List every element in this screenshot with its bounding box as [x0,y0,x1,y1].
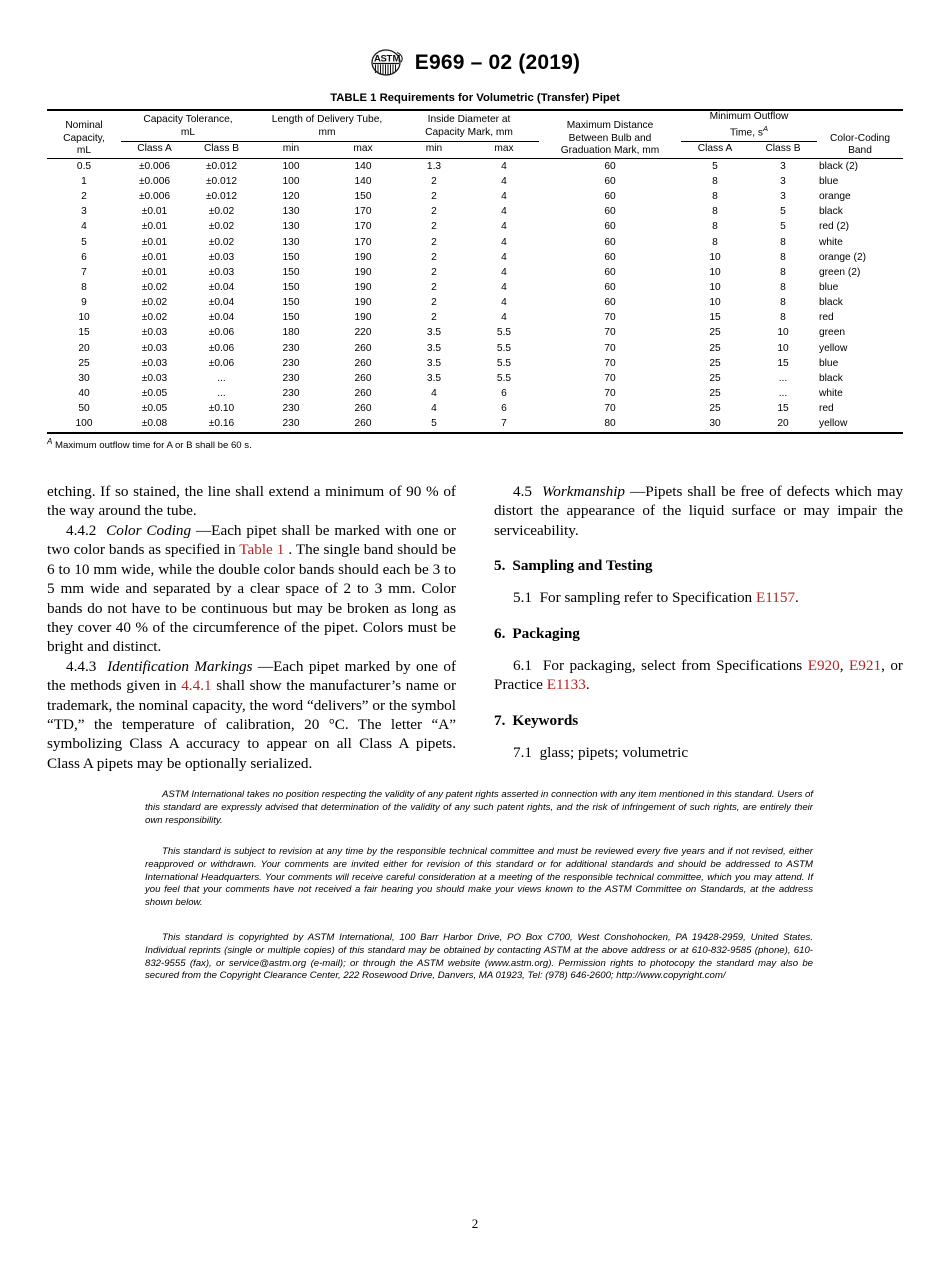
cell-diameter-min: 4 [431,403,437,415]
cell-diameter-min: 1.3 [426,160,442,172]
cell-length-max: 260 [354,357,372,369]
cell-diameter-min: 5 [431,418,437,430]
cell-color-coding-band: red [819,312,834,324]
cell-nominal-capacity: 2 [81,191,87,203]
cell-nominal-capacity: 30 [78,372,90,384]
cell-diameter-min: 2 [431,191,437,203]
cell-color-coding-band: black [819,372,843,384]
table-row [47,386,903,401]
cell-maximum-distance: 70 [604,327,616,339]
cell-tolerance-class-b: ±0.02 [208,206,235,218]
cell-tolerance-class-a: ±0.08 [141,418,168,430]
cell-diameter-min: 4 [431,388,437,400]
cell-maximum-distance: 60 [604,176,616,188]
cell-length-min: 230 [282,403,300,415]
cell-length-max: 190 [354,282,372,294]
reference-table-1[interactable]: Table 1 [239,541,285,559]
cell-length-min: 230 [282,388,300,400]
cell-outflow-class-b: 8 [780,266,786,278]
cell-outflow-class-b: 8 [780,236,786,248]
table-footnote: $^A$ Maximum outflow time for A or B shall be 60 s. [47,436,252,451]
cell-color-coding-band: blue [819,176,839,188]
header-diameter-max: max [494,143,514,155]
section-number-4-4-2: 4.4.2 [66,521,97,539]
heading-section-7: 7. Keywords [494,711,579,729]
left-column [47,482,456,773]
table-body [47,159,903,433]
cell-diameter-max: 5.5 [496,357,512,369]
cell-length-min: 150 [282,282,300,294]
header-color-coding-band: Color-Coding Band [829,132,891,157]
cell-length-min: 150 [282,251,300,263]
cell-color-coding-band: white [819,236,843,248]
cell-outflow-class-b: 10 [777,327,789,339]
cell-length-min: 100 [282,176,300,188]
cell-length-max: 150 [354,191,372,203]
cell-maximum-distance: 70 [604,403,616,415]
cell-tolerance-class-a: ±0.05 [141,388,168,400]
reference-4-4-1[interactable]: 4.4.1 [181,677,212,695]
cell-maximum-distance: 80 [604,418,616,430]
cell-diameter-min: 3.5 [426,342,442,354]
cell-outflow-class-b: 5 [780,206,786,218]
cell-diameter-min: 2 [431,266,437,278]
cell-outflow-class-b: 15 [777,403,789,415]
table-row [47,416,903,432]
cell-diameter-min: 3.5 [426,357,442,369]
legal-copyright-notice: This standard is copyrighted by ASTM International, 100 Barr Harbor Drive, PO Box C700, West Conshohocken, PA 19428-2959, United States. Individual reprints (single or multiple copies) of this standard may be obtained by contacting ASTM at the above address or at 610-832-9585 (phone), 610-832-9555 (fax), or service@astm.org (e-mail); or through the ASTM website (www.astm.org). Permission rights to photocopy the standard may also be secured from the Copyright Clearance Center, 222 Rosewood Drive, Danvers, MA 01923, Tel: (978) 646-2600; http://www.copyright.com/ [145,932,813,982]
cell-nominal-capacity: 10 [78,312,90,324]
cell-tolerance-class-b: ±0.02 [208,221,235,233]
cell-length-min: 230 [282,357,300,369]
cell-tolerance-class-a: ±0.01 [141,236,168,248]
section-number-6-1: 6.1 [513,656,532,674]
cell-diameter-max: 4 [501,236,507,248]
cell-length-max: 190 [354,266,372,278]
cell-outflow-class-a: 8 [712,176,718,188]
cell-length-max: 220 [354,327,372,339]
cell-outflow-class-b: 3 [780,191,786,203]
cell-maximum-distance: 60 [604,206,616,218]
cell-tolerance-class-a: ±0.03 [141,357,168,369]
cell-tolerance-class-b: ±0.02 [208,236,235,248]
cell-diameter-min: 2 [431,236,437,248]
cell-outflow-class-a: 10 [709,251,721,263]
table-header [47,110,903,159]
cell-maximum-distance: 70 [604,342,616,354]
cell-nominal-capacity: 0.5 [76,160,92,172]
cell-diameter-max: 4 [501,206,507,218]
cell-nominal-capacity: 7 [81,266,87,278]
cell-outflow-class-b: 3 [780,176,786,188]
cell-color-coding-band: black [819,206,843,218]
cell-nominal-capacity: 25 [78,357,90,369]
cell-tolerance-class-b: ±0.012 [205,160,238,172]
header-inside-diameter: Inside Diameter at Capacity Mark, mm [399,110,539,142]
cell-length-min: 180 [282,327,300,339]
cell-maximum-distance: 60 [604,236,616,248]
cell-length-max: 140 [354,160,372,172]
cell-diameter-max: 5.5 [496,372,512,384]
reference-e921[interactable]: E921 [849,656,882,674]
cell-color-coding-band: yellow [819,342,848,354]
cell-length-min: 120 [282,191,300,203]
section-4-5: 4.5 Workmanship —Pipets shall be free of defects which may distort the appearance of the liquid surface or may impair the serviceability. [494,483,904,539]
header-outflow-class-b: Class B [765,143,801,155]
section-4-4-3: 4.4.3 Identification Markings —Each pipet marked by one of the methods given in 4.4.1 shall show the manufacturer’s name or trademark, the nominal capacity, the word “delivers” or the symbol “TD,” the temperature of calibration, 20 °C. The letter “A” symbolizing Class A accuracy to appear on all Class A pipets. Class A pipets may be optionally serialized. [47,657,457,772]
cell-length-min: 150 [282,297,300,309]
svg-text:T: T [386,53,393,65]
table-row [47,220,903,235]
header-nominal-capacity: Nominal Capacity, mL [63,120,105,157]
paragraph-continued: etching. If so stained, the line shall extend a minimum of 90 % of the way around the tube. [47,483,456,520]
table-row [47,250,903,265]
cell-outflow-class-a: 15 [709,312,721,324]
cell-tolerance-class-b: ... [217,372,226,384]
cell-outflow-class-a: 25 [709,388,721,400]
cell-tolerance-class-a: ±0.02 [141,282,168,294]
cell-nominal-capacity: 100 [75,418,93,430]
right-column [494,482,903,773]
cell-outflow-class-b: 8 [780,282,786,294]
cell-length-max: 260 [354,388,372,400]
cell-outflow-class-a: 25 [709,342,721,354]
cell-length-max: 140 [354,176,372,188]
cell-diameter-max: 4 [501,297,507,309]
section-7-1: 7.1 glass; pipets; volumetric [513,743,689,761]
section-title-color-coding: Color Coding [106,521,192,539]
cell-tolerance-class-b: ±0.06 [208,342,235,354]
cell-maximum-distance: 60 [604,266,616,278]
cell-outflow-class-b: 10 [777,342,789,354]
cell-nominal-capacity: 1 [81,176,87,188]
header-length-min: min [282,143,300,155]
cell-nominal-capacity: 20 [78,342,90,354]
cell-diameter-max: 4 [501,191,507,203]
header-minimum-outflow-time: Minimum Outflow Time, $s^A$ [681,110,817,142]
cell-nominal-capacity: 9 [81,297,87,309]
cell-length-min: 230 [282,342,300,354]
cell-outflow-class-b: 15 [777,357,789,369]
cell-tolerance-class-b: ... [217,388,226,400]
cell-nominal-capacity: 40 [78,388,90,400]
cell-outflow-class-b: ... [778,372,788,384]
cell-outflow-class-a: 10 [709,282,721,294]
table-row [47,371,903,386]
cell-length-max: 190 [354,297,372,309]
table-row [47,341,903,356]
cell-outflow-class-b: 20 [777,418,789,430]
heading-section-6: 6. Packaging [494,624,580,642]
cell-diameter-min: 2 [431,297,437,309]
legal-patent-notice: ASTM International takes no position respecting the validity of any patent rights asserted in connection with any item mentioned in this standard. Users of this standard are expressly advised that determination of the validity of any such patent rights, and the risk of infringement of such rights, are entirely their own responsibility. [145,789,813,826]
cell-color-coding-band: orange [819,191,851,203]
section-title-workmanship: Workmanship [542,483,626,500]
cell-color-coding-band: red [819,403,834,415]
cell-length-max: 260 [354,342,372,354]
table-row [47,356,903,371]
cell-nominal-capacity: 15 [78,327,90,339]
cell-tolerance-class-a: ±0.03 [141,327,168,339]
cell-tolerance-class-a: ±0.006 [138,191,171,203]
table-row [47,204,903,219]
cell-length-max: 260 [354,403,372,415]
footnote-marker-a: A [762,123,769,133]
table-row [47,280,903,295]
table-row [47,295,903,310]
cell-maximum-distance: 60 [604,251,616,263]
cell-maximum-distance: 70 [604,312,616,324]
cell-outflow-class-a: 10 [709,297,721,309]
cell-tolerance-class-b: ±0.16 [208,418,235,430]
cell-tolerance-class-b: ±0.06 [208,357,235,369]
cell-maximum-distance: 60 [604,191,616,203]
cell-diameter-max: 4 [501,282,507,294]
heading-section-5: 5. Sampling and Testing [494,557,653,575]
cell-length-max: 190 [354,251,372,263]
cell-length-min: 150 [282,266,300,278]
cell-outflow-class-a: 25 [709,403,721,415]
cell-length-max: 190 [354,312,372,324]
cell-length-min: 130 [282,236,300,248]
table-caption: TABLE 1 Requirements for Volumetric (Transfer) Pipet [330,92,620,104]
section-number-4-4-3: 4.4.3 [66,657,97,675]
header-tolerance-class-a: Class A [137,143,172,155]
document-header [0,48,950,77]
cell-color-coding-band: blue [819,357,839,369]
cell-color-coding-band: red (2) [819,221,850,233]
cell-tolerance-class-b: ±0.03 [208,251,235,263]
cell-outflow-class-a: 8 [712,191,718,203]
section-4-4-2: 4.4.2 Color Coding —Each pipet shall be marked with one or two color bands as specified in Table 1 . The single band should be 6 to 10 mm wide, while the double color bands should each be 3 to 5 mm wide and separated by a clear space of 2 to 3 mm. Color bands do not have to be continuous but may be broken as long as they cover 40 % of the circumference of the pipet. Colors must be bright and distinct. [47,521,457,656]
cell-maximum-distance: 70 [604,357,616,369]
cell-nominal-capacity: 50 [78,403,90,415]
table-row [47,326,903,341]
cell-diameter-max: 5.5 [496,342,512,354]
cell-length-min: 230 [282,418,300,430]
table-1-container [47,92,903,452]
cell-outflow-class-a: 8 [712,206,718,218]
cell-diameter-min: 2 [431,312,437,324]
cell-tolerance-class-b: ±0.04 [208,297,235,309]
section-title-identification-markings: Identification Markings [107,657,253,675]
cell-maximum-distance: 60 [604,221,616,233]
cell-outflow-class-a: 25 [709,372,721,384]
header-outflow-class-a: Class A [697,143,733,155]
cell-diameter-max: 7 [501,418,507,430]
cell-color-coding-band: green (2) [819,266,861,278]
cell-tolerance-class-a: ±0.006 [138,176,171,188]
section-5-1: 5.1 For sampling refer to Specification E1157. [513,589,799,607]
cell-tolerance-class-b: ±0.10 [208,403,235,415]
header-length-max: max [353,143,373,155]
cell-nominal-capacity: 5 [81,236,87,248]
section-6-1: 6.1 For packaging, select from Specifications E920, E921, or Practice E1133. [494,656,903,694]
cell-maximum-distance: 60 [604,297,616,309]
cell-tolerance-class-b: ±0.06 [208,327,235,339]
reference-e1133[interactable]: E1133 [546,676,586,694]
legal-revision-notice: This standard is subject to revision at any time by the responsible technical committee and must be reviewed every five years and if not revised, either reapproved or withdrawn. Your comments are invited either for revision of this standard or for additional standards and should be addressed to ASTM International Headquarters. Your comments will receive careful consideration at a meeting of the responsible technical committee, which you may attend. If you feel that your comments have not received a fair hearing you should make your views known to the ASTM Committee on Standards, at the address shown below. [145,846,813,908]
cell-outflow-class-b: 3 [780,160,786,172]
body-columns [47,482,903,773]
page-title: E969 – 02 (2019) [414,50,581,74]
table-row [47,310,903,325]
cell-diameter-min: 2 [431,251,437,263]
header-maximum-distance: Maximum Distance Between Bulb and Graduation Mark, mm [560,120,660,157]
cell-tolerance-class-a: ±0.01 [141,251,168,263]
cell-outflow-class-b: 8 [780,297,786,309]
cell-diameter-max: 5.5 [496,327,512,339]
cell-length-min: 150 [282,312,300,324]
cell-outflow-class-a: 8 [712,221,718,233]
cell-length-min: 130 [282,221,300,233]
cell-diameter-min: 2 [431,282,437,294]
cell-color-coding-band: orange (2) [819,251,867,263]
table-row [47,174,903,189]
section-number-7-1: 7.1 [513,743,532,761]
cell-diameter-min: 2 [431,221,437,233]
header-tolerance-class-b: Class B [203,143,240,155]
cell-outflow-class-b: 5 [780,221,786,233]
cell-outflow-class-a: 30 [709,418,721,430]
page-number: 2 [471,1216,479,1231]
header-diameter-min: min [425,143,443,155]
section-number-4-5: 4.5 [513,483,532,500]
cell-length-min: 230 [282,372,300,384]
cell-color-coding-band: blue [819,282,839,294]
cell-maximum-distance: 70 [604,372,616,384]
cell-outflow-class-a: 5 [712,160,718,172]
cell-nominal-capacity: 6 [81,251,87,263]
table-row [47,265,903,280]
cell-diameter-min: 3.5 [426,327,442,339]
footnote-marker-a-ref: A [47,436,53,446]
cell-diameter-max: 4 [501,251,507,263]
cell-color-coding-band: yellow [819,418,848,430]
cell-diameter-max: 6 [501,388,507,400]
cell-diameter-max: 4 [501,266,507,278]
cell-outflow-class-b: ... [778,388,788,400]
cell-diameter-max: 4 [501,160,507,172]
cell-tolerance-class-b: ±0.012 [205,176,238,188]
cell-outflow-class-a: 25 [709,357,721,369]
cell-diameter-min: 3.5 [426,372,442,384]
cell-diameter-min: 2 [431,206,437,218]
cell-tolerance-class-b: ±0.03 [208,266,235,278]
cell-tolerance-class-a: ±0.05 [141,403,168,415]
cell-outflow-class-a: 10 [709,266,721,278]
cell-tolerance-class-a: ±0.006 [138,160,171,172]
header-length-delivery-tube: Length of Delivery Tube, mm [255,110,399,142]
cell-color-coding-band: black (2) [819,160,859,172]
cell-outflow-class-a: 25 [709,327,721,339]
cell-diameter-max: 4 [501,312,507,324]
cell-nominal-capacity: 4 [81,221,87,233]
astm-logo-icon [370,48,404,77]
cell-color-coding-band: white [819,388,843,400]
cell-maximum-distance: 60 [604,160,616,172]
cell-length-min: 100 [282,160,300,172]
cell-nominal-capacity: 8 [81,282,87,294]
cell-length-max: 170 [354,221,372,233]
cell-tolerance-class-a: ±0.01 [141,221,168,233]
svg-text:S: S [380,53,387,65]
cell-tolerance-class-a: ±0.02 [141,312,168,324]
cell-length-max: 170 [354,236,372,248]
table-row [47,159,903,175]
cell-tolerance-class-a: ±0.03 [141,342,168,354]
cell-diameter-max: 4 [501,176,507,188]
cell-color-coding-band: green [819,327,846,339]
reference-e920[interactable]: E920 [807,656,840,674]
requirements-table [47,109,903,434]
cell-diameter-max: 6 [501,403,507,415]
cell-length-max: 260 [354,418,372,430]
cell-outflow-class-a: 8 [712,236,718,248]
cell-diameter-min: 2 [431,176,437,188]
cell-nominal-capacity: 3 [81,206,87,218]
cell-outflow-class-b: 8 [780,251,786,263]
table-row [47,189,903,204]
cell-color-coding-band: black [819,297,843,309]
cell-tolerance-class-b: ±0.04 [208,312,235,324]
cell-maximum-distance: 70 [604,388,616,400]
cell-diameter-max: 4 [501,221,507,233]
svg-text:A: A [373,53,381,65]
cell-tolerance-class-a: ±0.01 [141,266,168,278]
table-row [47,401,903,416]
cell-length-max: 170 [354,206,372,218]
cell-outflow-class-b: 8 [780,312,786,324]
cell-length-max: 260 [354,372,372,384]
cell-tolerance-class-b: ±0.012 [205,191,238,203]
svg-text:M: M [392,53,401,65]
header-capacity-tolerance: Capacity Tolerance, mL [121,110,255,142]
cell-tolerance-class-a: ±0.03 [141,372,168,384]
cell-maximum-distance: 60 [604,282,616,294]
reference-e1157[interactable]: E1157 [755,589,796,607]
cell-tolerance-class-a: ±0.01 [141,206,168,218]
cell-length-min: 130 [282,206,300,218]
cell-tolerance-class-a: ±0.02 [141,297,168,309]
section-number-5-1: 5.1 [513,589,532,607]
table-row [47,235,903,250]
cell-tolerance-class-b: ±0.04 [208,282,235,294]
